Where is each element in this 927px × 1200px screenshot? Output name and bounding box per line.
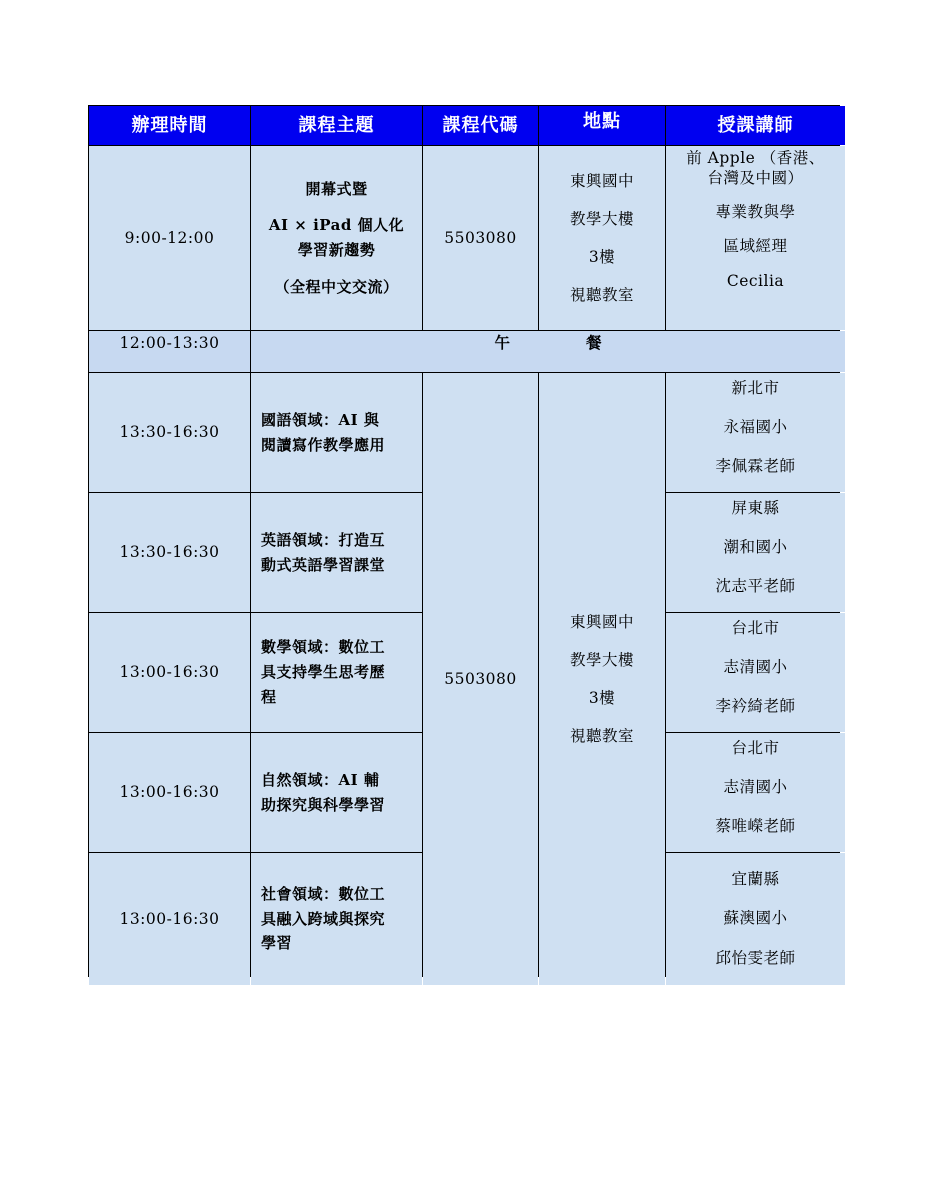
instructor-line: 志清國小 bbox=[723, 778, 788, 797]
session-instructor bbox=[666, 733, 845, 852]
session-topic bbox=[251, 853, 422, 985]
session-instructor bbox=[666, 493, 845, 612]
header-topic: 課程主題 bbox=[251, 106, 422, 145]
topic-line: 助探究與科學學習 bbox=[261, 795, 386, 814]
instructor-line: 志清國小 bbox=[723, 658, 788, 677]
topic-line: 程 bbox=[261, 687, 277, 706]
session-time: 13:00-16:30 bbox=[89, 853, 250, 985]
location-line: 3樓 bbox=[588, 689, 616, 707]
instructor-line: 蔡唯嶸老師 bbox=[715, 817, 796, 836]
topic-line: 閱讀寫作教學應用 bbox=[261, 435, 386, 454]
location-line: 3樓 bbox=[588, 248, 616, 266]
session-topic bbox=[251, 373, 422, 492]
opening-topic-line: 學習新趨勢 bbox=[297, 241, 376, 259]
opening-instructor bbox=[666, 146, 845, 330]
schedule-table bbox=[88, 105, 840, 977]
topic-line: 社會領域：數位工 bbox=[261, 884, 386, 903]
opening-location bbox=[539, 146, 665, 330]
instructor-line: 宜蘭縣 bbox=[731, 870, 780, 889]
topic-line: 自然領域：AI 輔 bbox=[261, 770, 380, 789]
location-line: 視聽教室 bbox=[569, 286, 634, 305]
lunch-char: 午 bbox=[494, 333, 510, 352]
instructor-line: 專業教與學 bbox=[715, 203, 796, 222]
instructor-line: 屏東縣 bbox=[731, 499, 780, 517]
location-line: 視聽教室 bbox=[569, 727, 634, 746]
lunch-time: 12:00-13:30 bbox=[89, 331, 250, 372]
opening-topic-line: 開幕式暨 bbox=[305, 179, 368, 198]
instructor-line: 區域經理 bbox=[723, 237, 788, 256]
topic-line: 學習 bbox=[261, 934, 293, 953]
instructor-line: 沈志平老師 bbox=[715, 577, 796, 596]
instructor-line: 李佩霖老師 bbox=[715, 457, 796, 476]
topic-line: 動式英語學習課堂 bbox=[261, 555, 386, 574]
instructor-line: Cecilia bbox=[726, 271, 785, 290]
opening-topic-line: （全程中文交流） bbox=[274, 277, 399, 296]
instructor-line: 台灣及中國） bbox=[707, 169, 804, 188]
header-location: 地點 bbox=[539, 106, 665, 145]
instructor-line: 台北市 bbox=[731, 739, 780, 757]
session-instructor bbox=[666, 613, 845, 732]
opening-topic-line: AI × iPad 個人化 bbox=[268, 216, 405, 235]
session-topic bbox=[251, 613, 422, 732]
location-line: 教學大樓 bbox=[569, 650, 634, 669]
lunch-char: 餐 bbox=[586, 333, 602, 352]
session-instructor bbox=[666, 853, 845, 985]
instructor-line: 潮和國小 bbox=[723, 538, 788, 557]
instructor-line: 永福國小 bbox=[723, 418, 788, 437]
location-line: 東興國中 bbox=[569, 171, 634, 190]
topic-line: 數學領域：數位工 bbox=[261, 638, 386, 657]
session-time: 13:30-16:30 bbox=[89, 493, 250, 612]
instructor-line: 邱怡雯老師 bbox=[715, 948, 796, 967]
header-instructor: 授課講師 bbox=[666, 106, 845, 145]
session-topic bbox=[251, 493, 422, 612]
session-time: 13:00-16:30 bbox=[89, 613, 250, 732]
topic-line: 具支持學生思考歷 bbox=[261, 663, 386, 682]
instructor-line: 前 Apple （香港、 bbox=[686, 149, 825, 167]
instructor-line: 李衿綺老師 bbox=[715, 697, 796, 716]
lunch-label bbox=[251, 331, 845, 372]
session-instructor bbox=[666, 373, 845, 492]
session-time: 13:00-16:30 bbox=[89, 733, 250, 852]
afternoon-code: 5503080 bbox=[423, 373, 538, 985]
header-time: 辦理時間 bbox=[89, 106, 250, 145]
instructor-line: 新北市 bbox=[731, 379, 780, 397]
afternoon-location bbox=[539, 373, 665, 985]
instructor-line: 台北市 bbox=[731, 619, 780, 637]
topic-line: 國語領域：AI 與 bbox=[261, 410, 380, 429]
topic-line: 英語領域：打造互 bbox=[261, 530, 386, 549]
session-topic bbox=[251, 733, 422, 852]
opening-code: 5503080 bbox=[423, 146, 538, 330]
opening-time: 9:00-12:00 bbox=[89, 146, 250, 330]
opening-topic bbox=[251, 146, 422, 330]
instructor-line: 蘇澳國小 bbox=[723, 909, 788, 928]
header-code: 課程代碼 bbox=[423, 106, 538, 145]
location-line: 教學大樓 bbox=[569, 209, 634, 228]
location-line: 東興國中 bbox=[569, 612, 634, 631]
session-time: 13:30-16:30 bbox=[89, 373, 250, 492]
topic-line: 具融入跨域與探究 bbox=[261, 909, 386, 928]
